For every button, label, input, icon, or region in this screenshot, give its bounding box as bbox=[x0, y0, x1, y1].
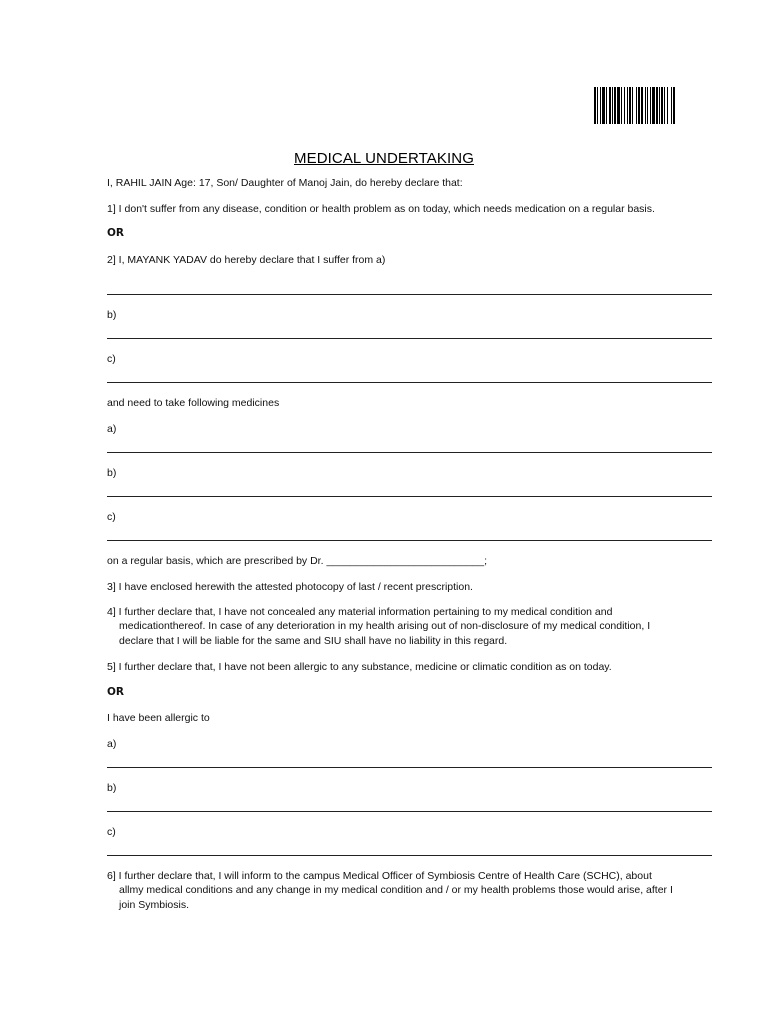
barcode-bar bbox=[621, 87, 622, 124]
barcode-bar bbox=[656, 87, 658, 124]
barcode-bar bbox=[614, 87, 616, 124]
item-6-line-2: allmy medical conditions and any change in my medical condition and / or my health problems those would arise, after I bbox=[119, 884, 673, 897]
item-4-line-1: 4] I further declare that, I have not concealed any material information pertaining to my medical condition and bbox=[107, 606, 613, 618]
blank-line-medicine-a bbox=[107, 452, 712, 453]
prescribed-by-doctor: on a regular basis, which are prescribed by Dr. ___________________________; bbox=[107, 555, 488, 567]
declaration-intro: I, RAHIL JAIN Age: 17, Son/ Daughter of Manoj Jain, do hereby declare that: bbox=[107, 177, 463, 189]
barcode-icon bbox=[594, 87, 712, 124]
allergy-b-label: b) bbox=[107, 782, 117, 794]
barcode-bar bbox=[667, 87, 668, 124]
barcode-bar bbox=[612, 87, 613, 124]
barcode-bar bbox=[609, 87, 611, 124]
blank-line-condition-a bbox=[107, 294, 712, 295]
barcode-bar bbox=[624, 87, 625, 124]
declaration-item-6 bbox=[107, 869, 717, 912]
medicines-intro: and need to take following medicines bbox=[107, 397, 280, 409]
or-separator-1: OR bbox=[107, 227, 125, 239]
barcode-bar bbox=[629, 87, 631, 124]
blank-line-allergy-b bbox=[107, 811, 712, 812]
barcode-bar bbox=[638, 87, 640, 124]
barcode-bar bbox=[600, 87, 601, 124]
medicine-c-label: c) bbox=[107, 511, 116, 523]
barcode-bar bbox=[661, 87, 663, 124]
medicine-a-label: a) bbox=[107, 423, 117, 435]
barcode-bar bbox=[597, 87, 598, 124]
page-title: MEDICAL UNDERTAKING bbox=[294, 150, 474, 167]
blank-line-medicine-c bbox=[107, 540, 712, 541]
barcode-bar bbox=[652, 87, 655, 124]
declaration-item-3: 3] I have enclosed herewith the attested photocopy of last / recent prescription. bbox=[107, 581, 473, 593]
allergy-a-label: a) bbox=[107, 738, 117, 750]
blank-line-condition-c bbox=[107, 382, 712, 383]
barcode-bar bbox=[606, 87, 607, 124]
blank-line-allergy-c bbox=[107, 855, 712, 856]
barcode-bar bbox=[645, 87, 646, 124]
blank-line-allergy-a bbox=[107, 767, 712, 768]
barcode-bar bbox=[632, 87, 633, 124]
barcode-bar bbox=[636, 87, 637, 124]
medicine-b-label: b) bbox=[107, 467, 117, 479]
barcode-bar bbox=[647, 87, 648, 124]
blank-line-medicine-b bbox=[107, 496, 712, 497]
declaration-item-2: 2] I, MAYANK YADAV do hereby declare that I suffer from a) bbox=[107, 254, 386, 266]
condition-b-label: b) bbox=[107, 309, 117, 321]
declaration-item-4 bbox=[107, 605, 717, 648]
declaration-item-5: 5] I further declare that, I have not been allergic to any substance, medicine or climatic condition as on today. bbox=[107, 661, 612, 673]
barcode-bar bbox=[627, 87, 628, 124]
item-4-line-2: medicationthereof. In case of any deterioration in my health arising out of non-disclosure of my medical condition, I bbox=[119, 620, 651, 633]
item-6-line-1: 6] I further declare that, I will inform to the campus Medical Officer of Symbiosis Centre of Health Care (SCHC), about bbox=[107, 870, 652, 882]
item-4-line-3: declare that I will be liable for the same and SIU shall have no liability in this regard. bbox=[119, 634, 508, 647]
barcode-bar bbox=[659, 87, 660, 124]
or-separator-2: OR bbox=[107, 686, 125, 698]
barcode-bar bbox=[617, 87, 620, 124]
allergy-intro: I have been allergic to bbox=[107, 712, 210, 724]
barcode-bar bbox=[673, 87, 675, 124]
barcode-bar bbox=[641, 87, 643, 124]
barcode-bar bbox=[594, 87, 596, 124]
item-6-line-3: join Symbiosis. bbox=[119, 898, 190, 911]
barcode-bar bbox=[650, 87, 651, 124]
barcode-bar bbox=[664, 87, 665, 124]
barcode-bar bbox=[602, 87, 605, 124]
condition-c-label: c) bbox=[107, 353, 116, 365]
barcode-bar bbox=[671, 87, 672, 124]
blank-line-condition-b bbox=[107, 338, 712, 339]
declaration-item-1: 1] I don't suffer from any disease, condition or health problem as on today, which needs medication on a regular basis. bbox=[107, 203, 655, 215]
allergy-c-label: c) bbox=[107, 826, 116, 838]
